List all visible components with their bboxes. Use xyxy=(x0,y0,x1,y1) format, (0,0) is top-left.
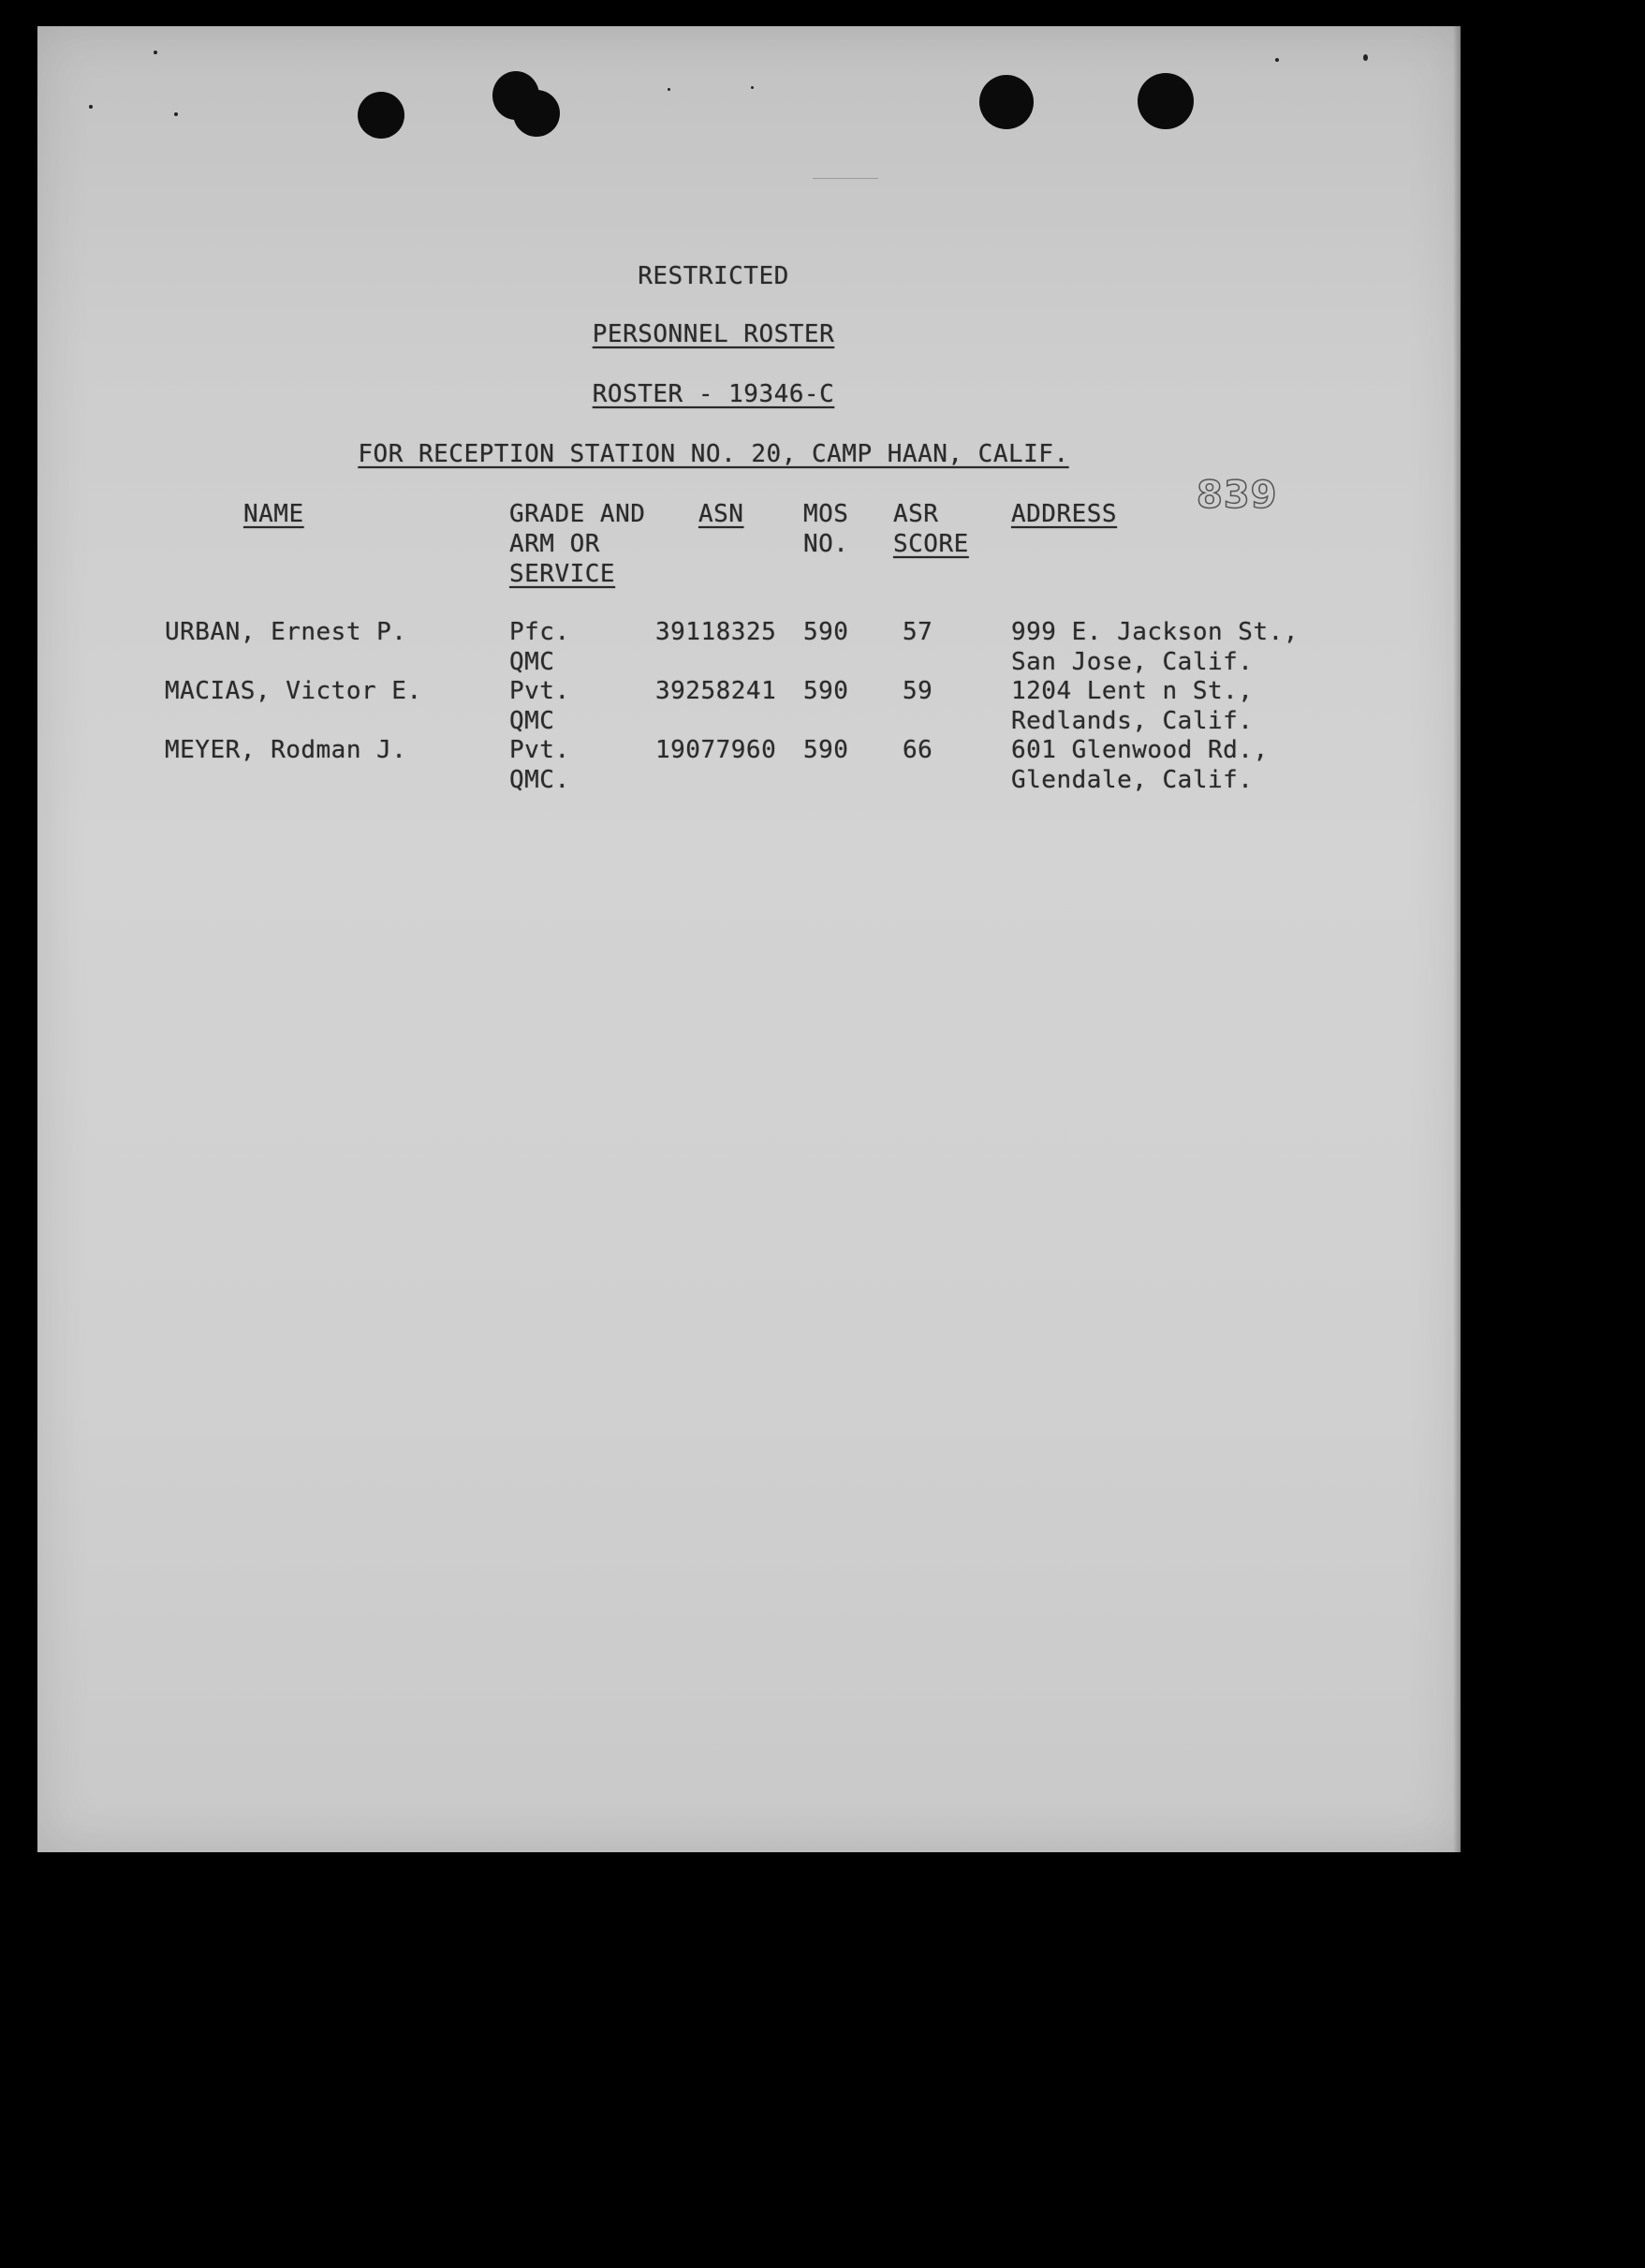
cell-asn: 39258241 xyxy=(655,677,777,705)
cell-grade: Pvt. xyxy=(509,677,570,705)
cell-name: MACIAS, Victor E. xyxy=(165,677,422,705)
cell-address-line1: 601 Glenwood Rd., xyxy=(1011,736,1269,764)
column-header-mos-line2: NO. xyxy=(803,530,849,558)
cell-name: URBAN, Ernest P. xyxy=(165,618,407,646)
cell-mos: 590 xyxy=(803,736,849,764)
cell-asn: 19077960 xyxy=(655,736,777,764)
page-number-stamp: 839 xyxy=(1197,474,1278,517)
cell-asr: 57 xyxy=(903,618,933,646)
cell-grade: Pvt. xyxy=(509,736,570,764)
cell-service: QMC xyxy=(509,707,555,735)
cell-mos: 590 xyxy=(803,618,849,646)
cell-service: QMC xyxy=(509,648,555,676)
cell-asr: 66 xyxy=(903,736,933,764)
column-header-name: NAME xyxy=(243,500,304,528)
cell-address-line1: 1204 Lent n St., xyxy=(1011,677,1254,705)
column-header-grade-line2: ARM OR xyxy=(509,530,600,558)
cell-service: QMC. xyxy=(509,766,570,794)
punch-hole xyxy=(979,75,1034,129)
page-edge-shadow xyxy=(1453,26,1461,1852)
column-header-asr-line2: SCORE xyxy=(893,530,969,558)
cell-address-line2: Redlands, Calif. xyxy=(1011,707,1254,735)
column-header-grade-line1: GRADE AND xyxy=(509,500,646,528)
cell-mos: 590 xyxy=(803,677,849,705)
cell-asr: 59 xyxy=(903,677,933,705)
cell-grade: Pfc. xyxy=(509,618,570,646)
classification-heading: RESTRICTED xyxy=(638,262,789,290)
cell-asn: 39118325 xyxy=(655,618,777,646)
column-header-address: ADDRESS xyxy=(1011,500,1118,528)
cell-address-line2: San Jose, Calif. xyxy=(1011,648,1254,676)
cell-name: MEYER, Rodman J. xyxy=(165,736,407,764)
cell-address-line1: 999 E. Jackson St., xyxy=(1011,618,1299,646)
punch-hole xyxy=(513,90,560,137)
document-title: PERSONNEL ROSTER xyxy=(592,320,835,348)
document-page xyxy=(37,26,1461,1852)
column-header-grade-line3: SERVICE xyxy=(509,560,616,588)
column-header-asn: ASN xyxy=(698,500,744,528)
punch-hole xyxy=(1138,73,1194,129)
faint-rule xyxy=(813,178,878,179)
column-header-mos-line1: MOS xyxy=(803,500,849,528)
cell-address-line2: Glendale, Calif. xyxy=(1011,766,1254,794)
roster-subtitle: FOR RECEPTION STATION NO. 20, CAMP HAAN, CALIF. xyxy=(358,440,1069,468)
punch-hole xyxy=(358,92,404,139)
roster-number: ROSTER - 19346-C xyxy=(592,380,835,408)
column-header-asr-line1: ASR xyxy=(893,500,939,528)
